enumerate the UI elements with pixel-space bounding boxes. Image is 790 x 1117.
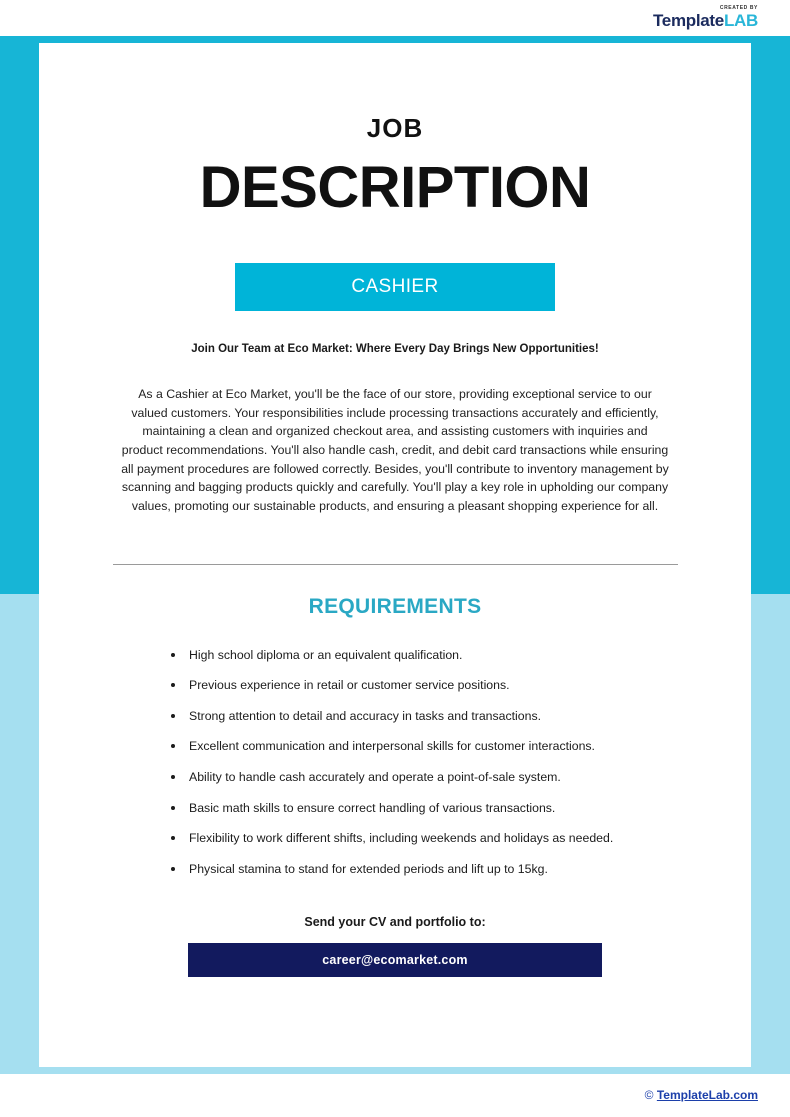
- email-bar[interactable]: [188, 943, 602, 977]
- page-title-job: JOB: [366, 113, 424, 143]
- list-item: Ability to handle cash accurately and operate a point-of-sale system.: [171, 769, 691, 786]
- intro-paragraph: As a Cashier at Eco Market, you'll be the face of our store, providing exceptional service to our valued customers. Your responsibilities include processing transactions accurately and efficiently, maintaining a clean and organized checkout area, and assisting customers with inquiries and product recommendations. You'll also handle cash, credit, and debit card transactions while ensuring all payment procedures are followed correctly. Besides, you'll contribute to inventory management by scanning and bagging products quickly and carefully. You'll play a key role in upholding our company values, promoting our sustainable products, and ensuring a pleasant shopping experience for all.: [121, 386, 669, 514]
- logo-word-lab: LAB: [723, 11, 758, 30]
- document-content: [39, 113, 751, 977]
- logo-word-template: Template: [652, 11, 724, 30]
- list-item: Flexibility to work different shifts, including weekends and holidays as needed.: [171, 830, 691, 847]
- logo-wordmark: [653, 12, 758, 29]
- cv-instruction-label: Send your CV and portfolio to:: [304, 915, 486, 930]
- tagline: Join Our Team at Eco Market: Where Every Day Brings New Opportunities!: [191, 342, 599, 355]
- list-item: Strong attention to detail and accuracy in tasks and transactions.: [171, 708, 691, 725]
- logo-kicker: CREATED BY: [719, 5, 758, 11]
- page-frame: [0, 36, 790, 1074]
- list-item: Basic math skills to ensure correct handling of various transactions.: [171, 800, 691, 817]
- page-title-description: DESCRIPTION: [199, 155, 591, 220]
- page-footer: [0, 1074, 790, 1117]
- role-banner-label: CASHIER: [351, 275, 439, 297]
- footer-copyright: ©: [644, 1088, 657, 1102]
- requirements-list: [99, 647, 691, 878]
- section-divider: [113, 564, 678, 565]
- contact-email: career@ecomarket.com: [322, 953, 468, 968]
- role-banner: [235, 263, 555, 311]
- list-item: Previous experience in retail or customer service positions.: [171, 677, 691, 694]
- document-sheet: [39, 43, 751, 1067]
- requirements-heading: REQUIREMENTS: [308, 594, 482, 618]
- list-item: High school diploma or an equivalent qualification.: [171, 647, 691, 664]
- brand-bar: [0, 0, 790, 36]
- list-item: Excellent communication and interpersonal skills for customer interactions.: [171, 738, 691, 755]
- footer-templatelab-link[interactable]: TemplateLab.com: [656, 1088, 758, 1102]
- templatelab-logo: [653, 6, 758, 29]
- footer-credit: [645, 1088, 758, 1102]
- list-item: Physical stamina to stand for extended periods and lift up to 15kg.: [171, 861, 691, 878]
